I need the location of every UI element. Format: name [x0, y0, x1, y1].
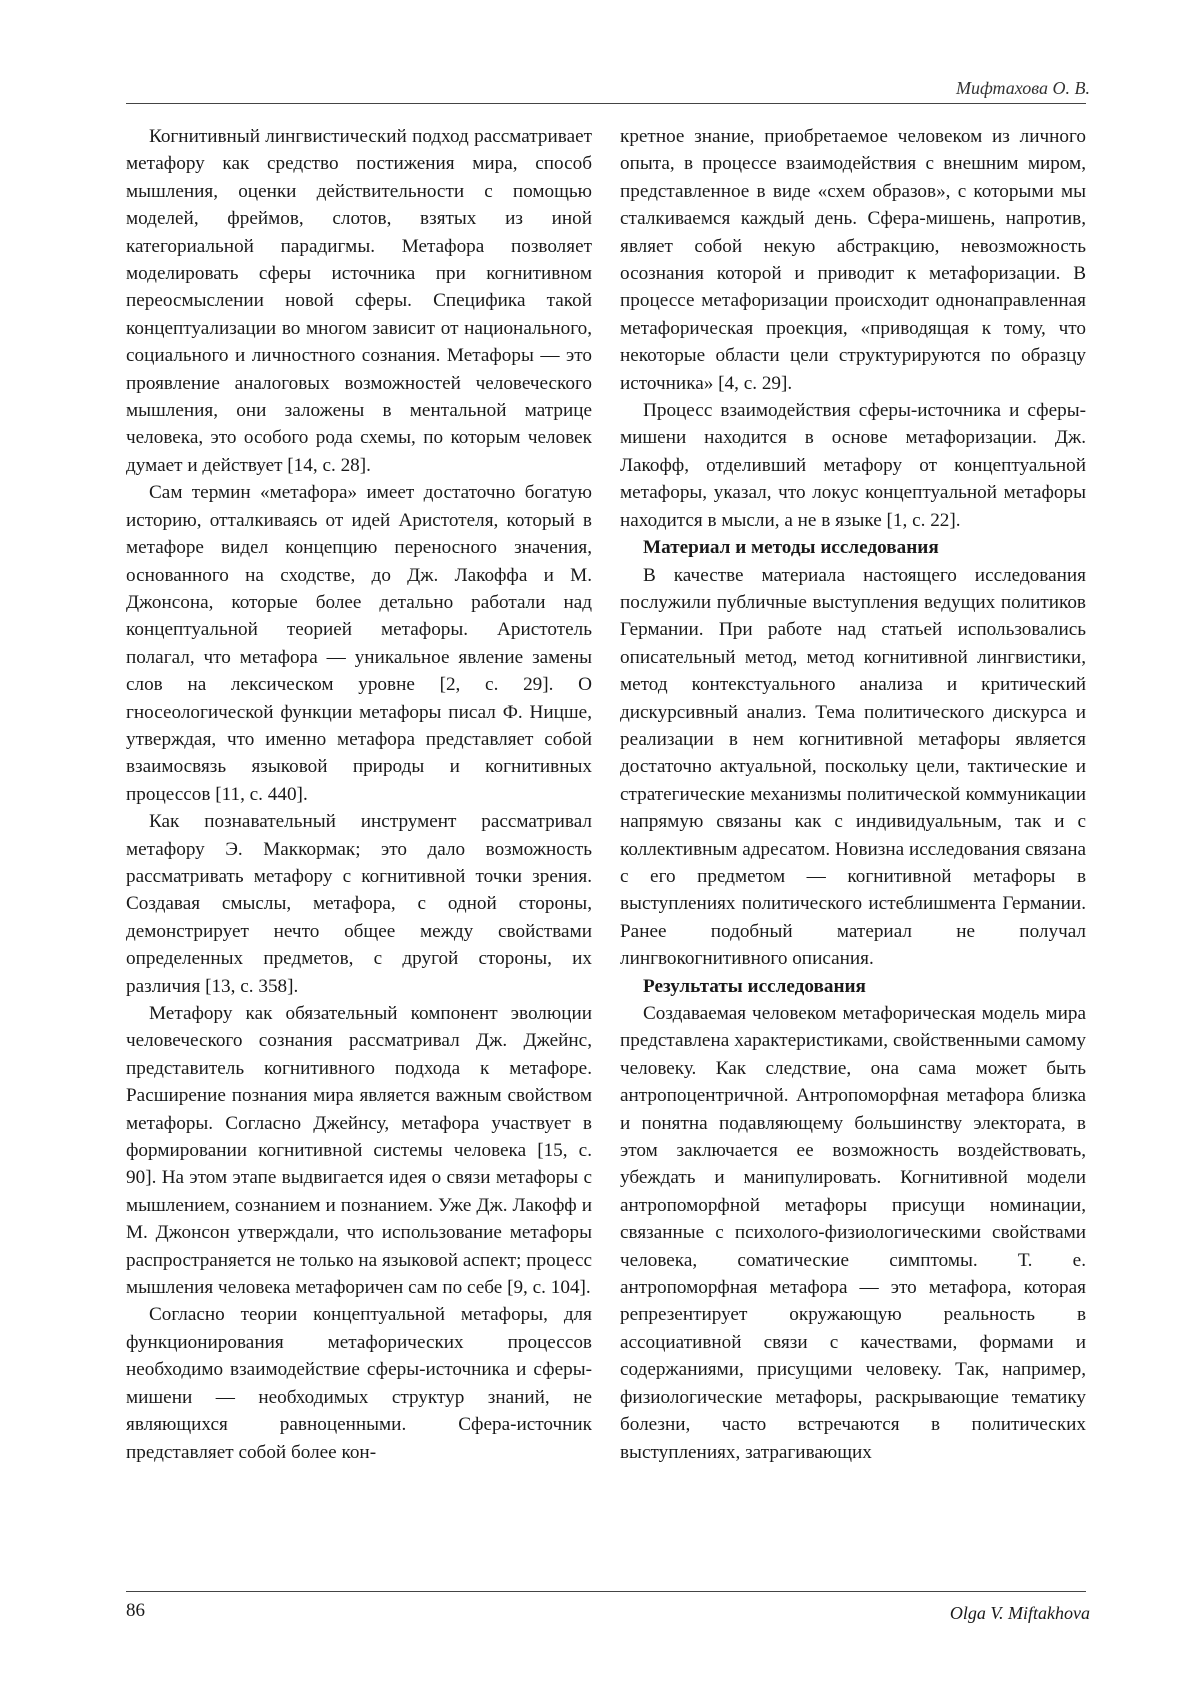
- paragraph-continuation: кретное знание, приобретаемое человеком из личного опыта, в процессе взаимодействия с внешним миром, представленное в виде «схем образов», с которыми мы сталкиваемся каждый день. Сфера-мишень, напротив, являет собой некую абстракцию, невозможность осознания которой и приводит к метафоризации. В процессе метафоризации происходит однонаправленная метафорическая проекция, «приводящая к тому, что некоторые области цели структурируются по образцу источника» [4, с. 29].: [620, 126, 1086, 394]
- header-rule: [126, 103, 1086, 104]
- heading-methods: Материал и методы исследования: [643, 537, 939, 559]
- running-head: Мифтахова О. В.: [956, 78, 1090, 98]
- paragraph-term-history: Сам термин «метафора» имеет достаточно богатую историю, отталкиваясь от идей Аристотеля, который в метафоре видел концепцию переносного значения, основанного на сходстве, до Дж. Лакоффа и М. Джонсона, которые более детально работали над концептуальной теорией метафоры. Аристотель полагал, что метафора — уникальное явление замены слов на лексическом уровне [2, с. 29]. О гносеологической функции метафоры писал Ф. Ницше, утверждая, что именно метафора представляет собой взаимосвязь языковой природы и когнитивных процессов [11, с. 440].: [126, 482, 592, 805]
- right-column: [620, 123, 1086, 1466]
- heading-results: Результаты исследования: [643, 975, 866, 997]
- paragraph-jaynes: Метафору как обязательный компонент эволюции человеческого сознания рассматривал Дж. Джейнс, представитель когнитивного подхода к метафоре. Расширение познания мира является важным свойством метафоры. Согласно Джейнсу, метафора участвует в формировании когнитивной системы человека [15, с. 90]. На этом этапе выдвигается идея о связи метафоры с мышлением, сознанием и познанием. Уже Дж. Лакофф и М. Джонсон утверждали, что использование метафоры распространяется не только на языковой аспект; процесс мышления человека метафоричен сам по себе [9, с. 104].: [126, 1003, 592, 1299]
- paragraph-interaction: Процесс взаимодействия сферы-источника и сферы-мишени находится в основе метафоризации. Дж. Лакофф, отделивший метафору от концептуальной метафоры, указал, что локус концептуальной метафоры находится в мысли, а не в языке [1, с. 22].: [620, 400, 1086, 531]
- paragraph-cognitive-approach: Когнитивный лингвистический подход рассматривает метафору как средство постижения мира, способ мышления, оценки действительности с помощью моделей, фреймов, слотов, взятых из иной категориальной парадигмы. Метафора позволяет моделировать сферы источника при когнитивном переосмыслении новой сферы. Специфика такой концептуализации во многом зависит от национального, социального и личностного сознания. Метафоры — это проявление аналоговых возможностей человеческого мышления, они заложены в ментальной матрице человека, это особого рода схемы, по которым человек думает и действует [14, с. 28].: [126, 126, 592, 476]
- paragraph-results: Создаваемая человеком метафорическая модель мира представлена характеристиками, свойственными самому человеку. Как следствие, она сама может быть антропоцентричной. Антропоморфная метафора близка и понятна подавляющему большинству электората, в этом заключается ее возможность воздействовать, убеждать и манипулировать. Когнитивной модели антропоморфной метафоры присущи номинации, связанные с психолого-физиологическими свойствами человека, соматические симптомы. Т. е. антропоморфная метафора — это метафора, которая репрезентирует окружающую реальность в ассоциативной связи с качествами, формами и содержаниями, присущими человеку. Так, например, физиологические метафоры, раскрывающие тематику болезни, часто встречаются в политических выступлениях, затрагивающих: [620, 1003, 1086, 1463]
- footer-rule: [126, 1591, 1086, 1592]
- left-column: [126, 123, 592, 1466]
- paragraph-conceptual-theory: Согласно теории концептуальной метафоры, для функционирования метафорических процессов необходимо взаимодействие сферы-источника и сферы-мишени — необходимых структур знаний, не являющихся равноценными. Сфера-источник представляет собой более кон-: [126, 1304, 592, 1463]
- footer-author: Olga V. Miftakhova: [949, 1603, 1090, 1623]
- paragraph-mccormack: Как познавательный инструмент рассматривал метафору Э. Маккормак; это дало возможность рассматривать метафору с когнитивной точки зрения. Создавая смыслы, метафора, с одной стороны, демонстрирует нечто общее между свойствами определенных предметов, с другой стороны, их различия [13, с. 358].: [126, 811, 592, 997]
- paragraph-methods: В качестве материала настоящего исследования послужили публичные выступления ведущих политиков Германии. При работе над статьей использовались описательный метод, метод когнитивной лингвистики, метод контекстуального анализа и критический дискурсивный анализ. Тема политического дискурса и реализации в нем когнитивной метафоры является достаточно актуальной, поскольку цели, тактические и стратегические механизмы политической коммуникации напрямую связаны как с индивидуальным, так и с коллективным адресатом. Новизна исследования связана с его предметом — когнитивной метафоры в выступлениях политического истеблишмента Германии. Ранее подобный материал не получал лингвокогнитивного описания.: [620, 564, 1086, 970]
- page-number: 86: [126, 1600, 145, 1621]
